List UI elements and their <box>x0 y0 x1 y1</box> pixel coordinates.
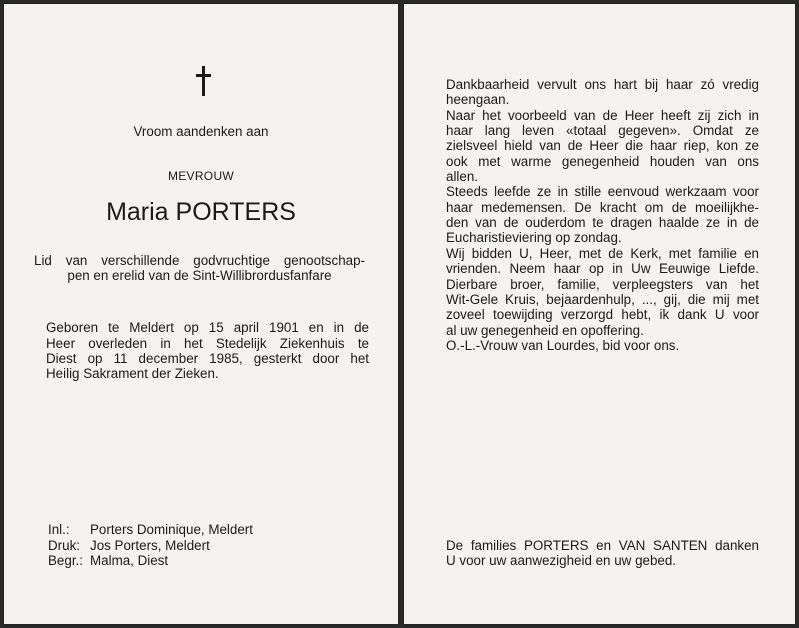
text-line: ook met warme genegenheid houden van ons <box>446 154 759 169</box>
thanks-line: U voor uw aanwezigheid en uw gebed. <box>446 553 677 568</box>
text-line: vrienden. Neem haar op in Uw Eeuwige Liefde. <box>446 261 759 276</box>
text-line: Wij bidden U, Heer, met de Kerk, met familie en <box>446 246 759 261</box>
text-line: O.-L.-Vrouw van Lourdes, bid voor ons. <box>446 338 680 353</box>
biography-line: Heilig Sakrament der Zieken. <box>46 366 219 381</box>
text-line: Naar het voorbeeld van de Heer heeft zij zich in <box>446 108 759 123</box>
credit-label: Inl.: <box>48 522 70 537</box>
cross-icon <box>193 66 215 96</box>
membership-line: pen en erelid van de Sint-Willibrordusfanfare <box>67 268 332 283</box>
text-line: Dierbare broer, familie, verpleegsters van het <box>446 277 759 292</box>
credit-label: Begr.: <box>48 553 83 568</box>
deceased-name: Maria PORTERS <box>106 198 296 226</box>
text-line: haar medemensen. De kracht om de moeilijkhe- <box>446 200 759 215</box>
membership-line: Lid van verschillende godvruchtige genootschap- <box>34 253 365 268</box>
credit-label: Druk: <box>48 538 80 553</box>
thanks-line: De families PORTERS en VAN SANTEN danken <box>446 538 759 553</box>
right-card-panel <box>404 4 795 624</box>
biography-line: Diest op 11 december 1985, gesterkt door het <box>46 351 369 366</box>
text-line: Dankbaarheid vervult ons hart bij haar zó vredig <box>446 77 759 92</box>
credit-value: Malma, Diest <box>90 553 169 568</box>
credit-value: Porters Dominique, Meldert <box>90 522 253 537</box>
text-line: allen. <box>446 169 479 184</box>
biography-line: Heer overleden in het Stedelijk Ziekenhuis te <box>46 336 369 351</box>
left-card-panel <box>4 4 398 624</box>
text-line: haar lang leven «totaal gegeven». Omdat ze <box>446 123 759 138</box>
text-line: zoveel toewijding verzorgd hebt, ik dank U voor <box>446 307 759 322</box>
honorific: MEVROUW <box>167 169 235 183</box>
text-line: Steeds leefde ze in stille eenvoud werkzaam voor <box>446 184 759 199</box>
credit-value: Jos Porters, Meldert <box>90 538 210 553</box>
text-line: heengaan. <box>446 92 510 107</box>
biography-line: Geboren te Meldert op 15 april 1901 en in de <box>46 320 369 335</box>
text-line: al uw genegenheid en opoffering. <box>446 323 644 338</box>
text-line: zielsveel hield van de Heer die haar riep, kon ze <box>446 138 759 153</box>
greeting: Vroom aandenken aan <box>133 124 269 139</box>
text-line: Wit-Gele Kruis, bejaardenhulp, ..., gij, die mij met <box>446 292 759 307</box>
text-line: Eucharistieviering op zondag. <box>446 230 622 245</box>
text-line: den van de ouderdom te dragen haalde ze in de <box>446 215 759 230</box>
